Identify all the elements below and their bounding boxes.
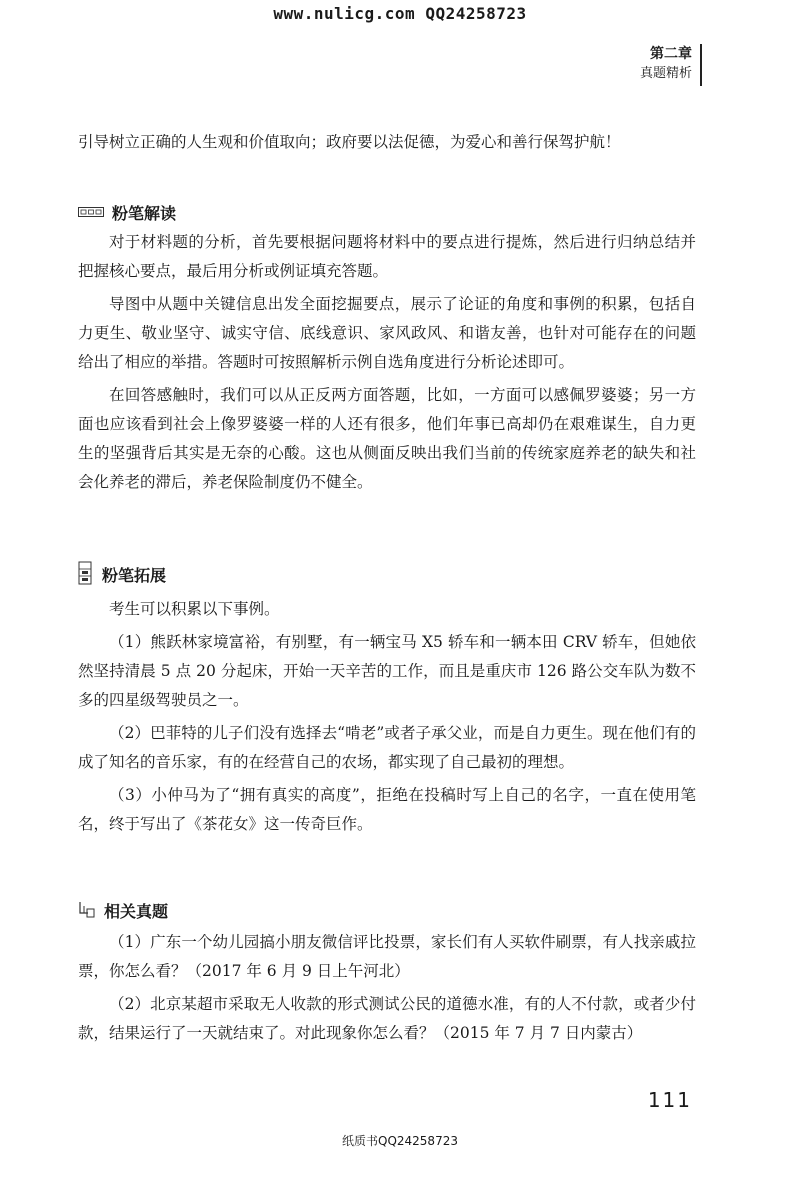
chapter-subtitle: 真题精析 [639, 66, 692, 81]
section-heading-zhenti [78, 896, 168, 924]
book-icon [78, 206, 104, 218]
section-title-zhenti: 相关真题 [104, 901, 169, 921]
section-heading-tuozhan [78, 560, 166, 588]
jiedu-paragraph: 在回答感触时，我们可以从正反两方面答题，比如，一方面可以感佩罗婆婆；另一方面也应该看到社会上像罗婆婆一样的人还有很多，他们年事已高却仍在艰难谋生，自力更生的坚强背后其实是无奈的心酸。这也从侧面反映出我们当前的传统家庭养老的缺失和社会化养老的滞后，养老保险制度仍不健全。 [78, 386, 696, 491]
zhenti-body [78, 928, 696, 1052]
tuozhan-item: （2）巴菲特的儿子们没有选择去“啃老”或者子承父业，而是自力更生。现在他们有的成了知名的音乐家，有的在经营自己的农场，都实现了自己最初的理想。 [78, 724, 696, 771]
intro-line: 引导树立正确的人生观和价值取向；政府要以法促德，为爱心和善行保驾护航！ [78, 133, 621, 151]
zhenti-item: （1）广东一个幼儿园搞小朋友微信评比投票，家长们有人买软件刷票，有人找亲戚拉票，你怎么看？（2017 年 6 月 9 日上午河北） [78, 933, 696, 980]
zhenti-item: （2）北京某超市采取无人收款的形式测试公民的道德水准，有的人不付款，或者少付款，结果运行了一天就结束了。对此现象你怎么看？（2015 年 7 月 7 日内蒙古） [78, 995, 696, 1042]
tuozhan-item: （1）熊跃林家境富裕，有别墅，有一辆宝马 X5 轿车和一辆本田 CRV 轿车，但她依然坚持清晨 5 点 20 分起床，开始一天辛苦的工作，而且是重庆市 126 路公交车队为数不多的四星级驾驶员之一。 [78, 633, 696, 709]
intro-block [78, 128, 696, 161]
jiedu-paragraph: 对于材料题的分析，首先要根据问题将材料中的要点进行提炼，然后进行归纳总结并把握核心要点，最后用分析或例证填充答题。 [78, 233, 696, 280]
tuozhan-intro: 考生可以积累以下事例。 [109, 600, 280, 618]
related-questions-icon [78, 901, 96, 919]
page-number: 111 [647, 1088, 692, 1112]
chapter-header [640, 44, 692, 84]
jiedu-body [78, 228, 696, 501]
chapter-divider [700, 44, 702, 86]
bottom-watermark: 纸质书QQ24258723 [342, 1134, 458, 1148]
section-heading-jiedu [78, 198, 176, 226]
jiedu-paragraph: 导图中从题中关键信息出发全面挖掘要点，展示了论证的角度和事例的积累，包括自力更生、敬业坚守、诚实守信、底线意识、家风政风、和谐友善，也针对可能存在的问题给出了相应的举措。答题时可按照解析示例自选角度进行分析论述即可。 [78, 295, 696, 371]
top-watermark: www.nulicg.com QQ24258723 [273, 4, 527, 23]
expand-icon [78, 561, 94, 587]
section-title-tuozhan: 粉笔拓展 [102, 565, 167, 585]
chapter-title: 第二章 [650, 46, 692, 62]
section-title-jiedu: 粉笔解读 [112, 203, 177, 223]
tuozhan-body [78, 595, 696, 843]
tuozhan-item: （3）小仲马为了“拥有真实的高度”，拒绝在投稿时写上自己的名字，一直在使用笔名，终于写出了《茶花女》这一传奇巨作。 [78, 786, 696, 833]
